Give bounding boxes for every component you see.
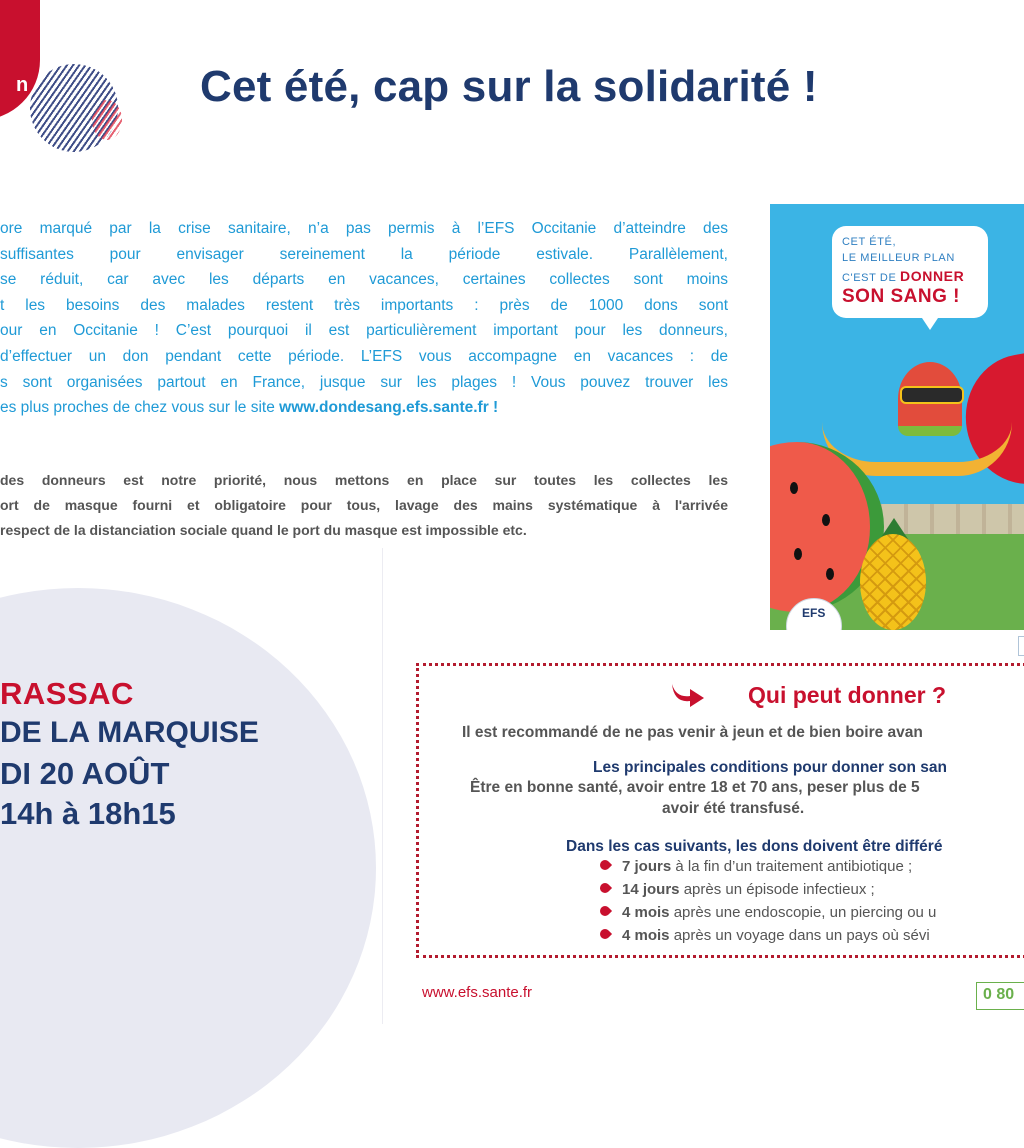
blood-drop-icon [598, 858, 612, 872]
donate-advice: Il est recommandé de ne pas venir à jeun et de bien boire avan [462, 724, 923, 741]
poster-line-3-prefix: C'EST DE [842, 272, 901, 284]
poster-line-3 [842, 268, 964, 284]
conditions-title: Les principales conditions pour donner son san [593, 759, 947, 776]
blood-drop-icon [598, 904, 612, 918]
seed-shape [826, 568, 834, 580]
blood-drop-icon [598, 881, 612, 895]
event-place: DE LA MARQUISE [0, 716, 259, 749]
efs-logo-text: EFS [802, 606, 826, 620]
phone-number-box[interactable]: 0 80 [976, 982, 1024, 1010]
deferral-duration: 7 jours [622, 858, 672, 875]
event-time: 14h à 18h15 [0, 796, 176, 831]
seed-shape [822, 514, 830, 526]
event-background-circle [0, 588, 376, 1148]
safety-line: respect de la distanciation sociale quand le port du masque est impossible etc. [0, 522, 527, 538]
arrow-icon [668, 678, 708, 708]
deferral-reason: après un épisode infectieux ; [679, 881, 875, 898]
intro-line: s sont organisées partout en France, jusque sur les plages ! Vous pouvez trouver les [0, 373, 728, 391]
safety-paragraph [0, 468, 728, 543]
deferral-duration: 4 mois [622, 927, 670, 944]
deferral-duration: 14 jours [622, 881, 680, 898]
intro-line: ore marqué par la crise sanitaire, n’a pas permis à l’EFS Occitanie d’atteindre des [0, 220, 728, 237]
deferral-reason: à la fin d’un traitement antibiotique ; [671, 858, 913, 875]
deferral-reason: après une endoscopie, un piercing ou u [669, 904, 937, 921]
poster-line-2: LE MEILLEUR PLAN [842, 252, 955, 264]
donate-title: Qui peut donner ? [748, 682, 947, 708]
deferral-reason: après un voyage dans un pays où sévi [669, 927, 930, 944]
red-hatch-decoration [92, 100, 122, 140]
event-city: RASSAC [0, 676, 134, 711]
section-divider [382, 548, 383, 1024]
intro-line: d’effectuer un don pendant cette période. L’EFS vous accompagne en vacances : de [0, 347, 728, 365]
deferral-item [600, 904, 936, 921]
poster-line-4: SON SANG ! [842, 286, 960, 307]
campaign-poster [770, 204, 1024, 630]
footer-website-link[interactable]: www.efs.sante.fr [422, 984, 533, 1001]
deferral-title: Dans les cas suivants, les dons doivent être différé [566, 838, 943, 855]
conditions-line-2: avoir été transfusé. [662, 800, 805, 817]
intro-line: t les besoins des malades restent très importants : près de 1000 dons sont [0, 296, 728, 314]
deferral-item [600, 927, 930, 944]
intro-last-line [0, 395, 728, 421]
header-badge-text: n [16, 74, 29, 96]
seed-shape [794, 548, 802, 560]
poster-line-3-highlight: DONNER [900, 268, 965, 284]
safety-line: ort de masque fourni et obligatoire pour tous, lavage des mains systématique à l'arrivée [0, 497, 728, 513]
intro-line: our en Occitanie ! C’est pourquoi il est particulièrement important pour les donneurs, [0, 322, 728, 340]
intro-last-line-text: es plus proches de chez vous sur le site [0, 399, 280, 417]
intro-line: suffisantes pour envisager sereinement la période estivale. Parallèlement, [0, 245, 728, 263]
conditions-line-1: Être en bonne santé, avoir entre 18 et 70 ans, peser plus de 5 [470, 779, 920, 796]
intro-paragraph [0, 216, 728, 421]
deferral-item [600, 858, 912, 875]
page-title: Cet été, cap sur la solidarité ! [200, 62, 818, 111]
deferral-item [600, 881, 875, 898]
event-date: DI 20 AOÛT [0, 756, 170, 791]
seed-shape [790, 482, 798, 494]
speech-bubble-tail [918, 312, 942, 330]
poster-edge-decoration [1018, 636, 1024, 656]
safety-line: des donneurs est notre priorité, nous mettons en place sur toutes les collectes les [0, 472, 728, 488]
intro-line: se réduit, car avec les départs en vacances, certaines collectes sont moins [0, 271, 728, 289]
pineapple-illustration [860, 534, 926, 630]
blood-drop-icon [598, 927, 612, 941]
website-link[interactable]: www.dondesang.efs.sante.fr ! [279, 399, 499, 417]
poster-line-1: CET ÉTÉ, [842, 236, 897, 248]
sunglasses-illustration [900, 386, 964, 404]
deferral-duration: 4 mois [622, 904, 670, 921]
